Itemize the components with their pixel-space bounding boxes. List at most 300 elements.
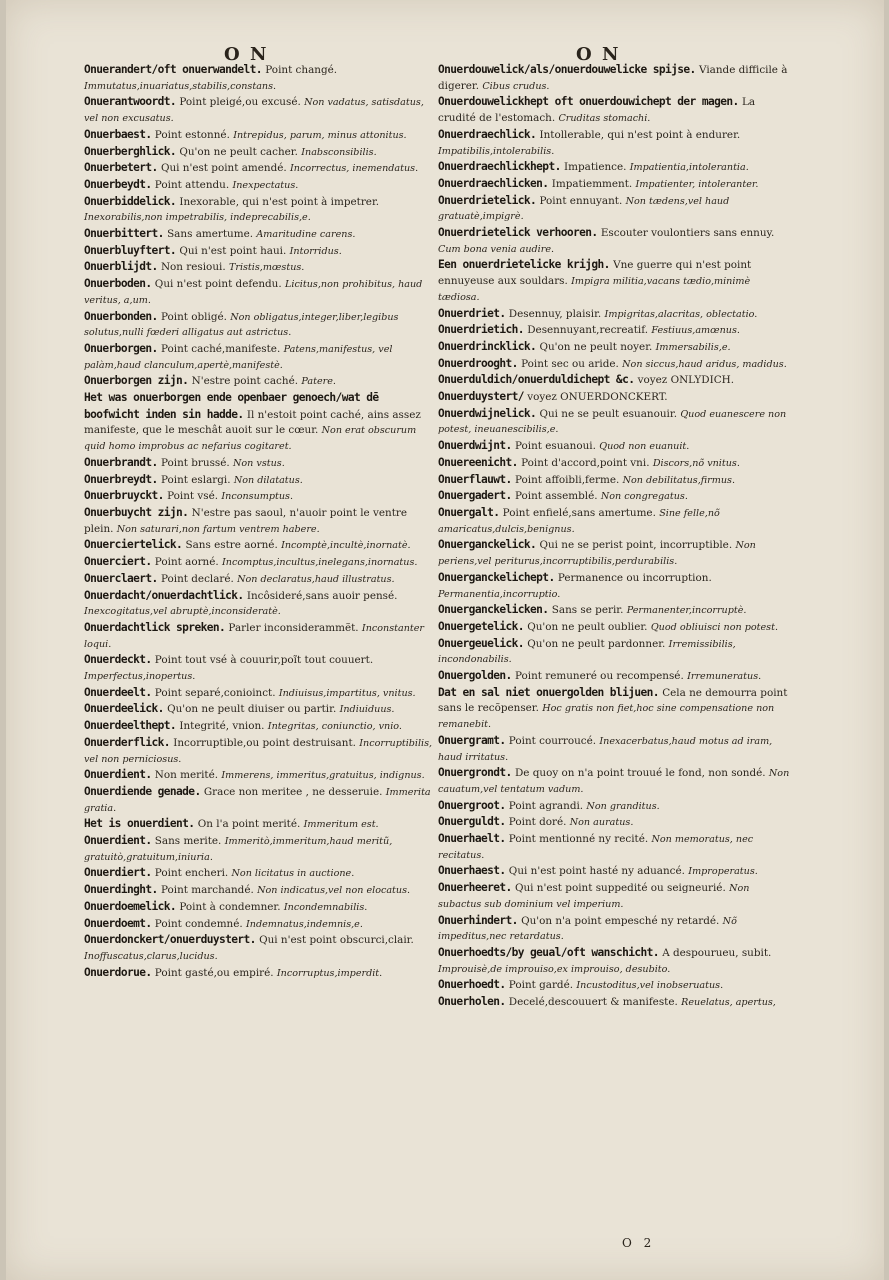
french-gloss: Point d'accord,point vni. bbox=[517, 456, 650, 469]
dictionary-entry bbox=[438, 257, 790, 305]
latin-gloss: Non cauatum,vel tentatum vadum. bbox=[438, 768, 790, 795]
latin-gloss: Incomptè,incultè,inornatè. bbox=[281, 540, 411, 552]
french-gloss: Impatiemment. bbox=[548, 177, 633, 190]
headword: Onuerbeydt. bbox=[84, 177, 152, 191]
headword: Onuerclaert. bbox=[84, 571, 158, 585]
headword: Het is onuerdient. bbox=[84, 817, 195, 831]
dictionary-entry bbox=[438, 472, 790, 489]
dictionary-entry bbox=[438, 570, 790, 602]
french-gloss: Qu'on ne peult cacher. bbox=[176, 145, 298, 158]
headword: Onuergroot. bbox=[438, 798, 506, 812]
dictionary-entry bbox=[438, 945, 790, 977]
headword: Onuerbuycht zijn. bbox=[84, 505, 189, 519]
latin-gloss: Inconstanter loqui. bbox=[84, 622, 424, 650]
french-gloss: Qui ne se perist point, incorruptible. bbox=[536, 539, 733, 552]
dictionary-entry bbox=[84, 571, 436, 588]
latin-gloss: Nõ impeditus,nec retardatus. bbox=[438, 915, 737, 943]
dictionary-entry bbox=[84, 899, 436, 916]
headword: Onuerbrandt. bbox=[84, 455, 158, 469]
headword: Dat en sal niet onuergolden blijuen. bbox=[438, 685, 659, 699]
headword: Onuerdoemt. bbox=[84, 916, 152, 930]
latin-gloss: Immerens, immeritus,gratuitus, indignus. bbox=[221, 770, 425, 782]
latin-gloss: Incorrectus, inemendatus. bbox=[290, 163, 419, 175]
latin-gloss: Impatientia,intolerantia. bbox=[629, 162, 749, 174]
dictionary-entry bbox=[438, 159, 790, 176]
headword: Onuerhindert. bbox=[438, 913, 518, 927]
french-gloss: Point separé,conioinct. bbox=[151, 686, 276, 699]
latin-gloss: Non auratus. bbox=[569, 817, 634, 829]
dictionary-entry bbox=[84, 537, 436, 554]
headword: Onuerdonckert/onuerduystert. bbox=[84, 933, 256, 947]
french-gloss: Point gardé. bbox=[505, 979, 574, 992]
dictionary-entry bbox=[84, 718, 436, 735]
right-column bbox=[438, 62, 790, 1011]
latin-gloss: Patere. bbox=[301, 376, 336, 388]
dictionary-entry bbox=[438, 537, 790, 569]
headword: Onuergramt. bbox=[438, 733, 506, 747]
dictionary-entry bbox=[438, 406, 790, 438]
french-gloss: Point obligé. bbox=[157, 310, 227, 323]
french-gloss: Desennuy, plaisir. bbox=[505, 307, 602, 320]
french-gloss: Intollerable, qui n'est point à endurer. bbox=[536, 128, 741, 141]
latin-gloss: Discors,nõ vnitus. bbox=[652, 457, 740, 469]
french-gloss: Point marchandé. bbox=[157, 884, 254, 897]
dictionary-entry bbox=[84, 833, 436, 865]
headword: Onuerdrincklick. bbox=[438, 339, 537, 353]
headword: Onuerdient. bbox=[84, 768, 152, 782]
headword: Onuerdeckt. bbox=[84, 653, 152, 667]
french-gloss: Non merité. bbox=[151, 769, 219, 782]
latin-gloss: Indiuisus,impartitus, vnitus. bbox=[278, 687, 416, 699]
latin-gloss: Non subactus sub dominium vel imperium. bbox=[438, 883, 750, 910]
dictionary-entry bbox=[84, 226, 436, 243]
headword: Onuerdinght. bbox=[84, 883, 158, 897]
dictionary-entry bbox=[84, 160, 436, 177]
dictionary-entry bbox=[84, 932, 436, 964]
french-gloss: voyez ONUERDONCKERT. bbox=[523, 391, 668, 404]
headword: Onuerdachtlick spreken. bbox=[84, 620, 226, 634]
french-gloss: Il n'estoit point caché, ains assez manifeste, que le meschât auoit sur le cœur. bbox=[84, 408, 421, 437]
headword: Onuerdient. bbox=[84, 834, 152, 848]
french-gloss: Point sec ou aride. bbox=[517, 357, 619, 370]
french-gloss: Inexorable, qui n'est point à impetrer. bbox=[176, 195, 380, 208]
french-gloss: Point assemblé. bbox=[511, 490, 598, 503]
latin-gloss: Reuelatus, apertus, bbox=[681, 997, 776, 1009]
headword: Onuerhoedts/by geual/oft wanschicht. bbox=[438, 945, 659, 959]
french-gloss: Qu'on ne peult noyer. bbox=[536, 340, 653, 353]
headword: Onuerdriet. bbox=[438, 306, 506, 320]
headword: Onuerbluyftert. bbox=[84, 243, 177, 257]
french-gloss: A despourueu, subit. bbox=[658, 946, 772, 959]
dictionary-entry bbox=[438, 814, 790, 831]
dictionary-entry bbox=[84, 243, 436, 260]
latin-gloss: Non indicatus,vel non elocatus. bbox=[257, 885, 411, 897]
headword: Onuerganckelichept. bbox=[438, 570, 555, 584]
dictionary-entry bbox=[84, 488, 436, 505]
french-gloss: De quoy on n'a point trouué le fond, non sondé. bbox=[511, 767, 766, 780]
dictionary-entry bbox=[438, 455, 790, 472]
latin-gloss: Non declaratus,haud illustratus. bbox=[237, 573, 395, 585]
latin-gloss: Indemnatus,indemnis,e. bbox=[246, 918, 363, 930]
latin-gloss: Quod euanescere non potest, ineuanescibilis,e. bbox=[438, 408, 787, 436]
dictionary-entry bbox=[84, 472, 436, 489]
dictionary-entry bbox=[84, 882, 436, 899]
french-gloss: Point caché,manifeste. bbox=[157, 342, 281, 355]
french-gloss: Sans amertume. bbox=[163, 228, 254, 241]
latin-gloss: Hoc gratis non fiet,hoc sine compensatione non remanebit. bbox=[438, 703, 775, 731]
dictionary-entry bbox=[438, 488, 790, 505]
french-gloss: Parler inconsiderammẽt. bbox=[225, 621, 359, 634]
latin-gloss: Cibus crudus. bbox=[482, 80, 550, 92]
latin-gloss: Cum bona venia audire. bbox=[438, 243, 555, 255]
headword: Onuerbetert. bbox=[84, 161, 158, 175]
dictionary-entry bbox=[438, 880, 790, 912]
latin-gloss: Cruditas stomachi. bbox=[558, 113, 651, 125]
latin-gloss: Immersabilis,e. bbox=[655, 341, 731, 353]
headword: Onuergolden. bbox=[438, 669, 512, 683]
french-gloss: Qu'on ne peult pardonner. bbox=[523, 637, 666, 650]
headword: Onuerhoedt. bbox=[438, 978, 506, 992]
headword: Onuerdiende genade. bbox=[84, 784, 201, 798]
headword: Onuerbruyckt. bbox=[84, 489, 164, 503]
french-gloss: Non resioui. bbox=[157, 261, 226, 274]
headword: Onuerdorue. bbox=[84, 965, 152, 979]
latin-gloss: Inexpectatus. bbox=[232, 179, 299, 191]
french-gloss: Qui n'est point hasté ny aduancé. bbox=[505, 865, 685, 878]
headword: Onuerflauwt. bbox=[438, 472, 512, 486]
dictionary-entry bbox=[438, 765, 790, 797]
latin-gloss: Quod non euanuit. bbox=[599, 441, 690, 453]
latin-gloss: Patens,manifestus, vel palàm,haud clanculum,apertè,manifestè. bbox=[84, 343, 393, 371]
dictionary-entry bbox=[438, 636, 790, 668]
french-gloss: Vne guerre qui n'est point ennuyeuse aux souldars. bbox=[438, 259, 752, 288]
headword: Onuerbreydt. bbox=[84, 472, 158, 486]
headword: Onuerdouwelick/als/onuerdouwelicke spijse. bbox=[438, 63, 696, 76]
french-gloss: Point à condemner. bbox=[176, 900, 281, 913]
dictionary-entry bbox=[438, 193, 790, 225]
dictionary-entry bbox=[438, 225, 790, 257]
latin-gloss: Immutatus,inuariatus,stabilis,constans. bbox=[84, 80, 277, 92]
dictionary-entry bbox=[438, 602, 790, 619]
dictionary-entry bbox=[84, 455, 436, 472]
dictionary-entry bbox=[438, 339, 790, 356]
latin-gloss: Incondemnabilis. bbox=[283, 901, 368, 913]
headword: Onuerborgen. bbox=[84, 341, 158, 355]
signature-mark: O 2 bbox=[622, 1236, 656, 1250]
latin-gloss: Tristis,mœstus. bbox=[228, 262, 305, 274]
french-gloss: N'estre pas saoul, n'auoir point le ventre plein. bbox=[84, 506, 407, 535]
french-gloss: Point eslargi. bbox=[157, 473, 231, 486]
latin-gloss: Non memoratus, nec recitatus. bbox=[438, 834, 754, 861]
french-gloss: Sans se perir. bbox=[548, 604, 624, 617]
dictionary-entry bbox=[84, 652, 436, 684]
dictionary-entry bbox=[84, 588, 436, 620]
french-gloss: Qui n'est point obscurci,clair. bbox=[255, 934, 414, 947]
french-gloss: Point remuneré ou recompensé. bbox=[511, 670, 684, 683]
latin-gloss: Incorruptus,imperdit. bbox=[276, 967, 383, 979]
headword: Onuerdraechlick. bbox=[438, 127, 537, 141]
latin-gloss: Intrepidus, parum, minus attonitus. bbox=[233, 129, 407, 141]
dictionary-entry bbox=[84, 94, 436, 126]
dictionary-entry bbox=[438, 389, 790, 406]
dictionary-entry bbox=[84, 701, 436, 718]
dictionary-entry bbox=[84, 620, 436, 652]
headword: Onuerduystert/ bbox=[438, 390, 524, 404]
dictionary-entry bbox=[84, 177, 436, 194]
french-gloss: Point ennuyant. bbox=[536, 194, 623, 207]
headword: Onuerdouwelickhept oft onuerdouwichept der magen. bbox=[438, 95, 739, 109]
latin-gloss: Inexorabilis,non impetrabilis, indeprecabilis,e. bbox=[84, 212, 311, 224]
french-gloss: Point condemné. bbox=[151, 917, 243, 930]
headword: Onuerbiddelick. bbox=[84, 194, 177, 208]
latin-gloss: Irremissibilis, incondonabilis. bbox=[438, 638, 736, 666]
headword: Onuerdoemelick. bbox=[84, 899, 177, 913]
french-gloss: Desennuyant,recreatif. bbox=[523, 324, 649, 337]
french-gloss: voyez ONLYDICH. bbox=[634, 374, 735, 387]
headword: Een onuerdrietelicke krijgh. bbox=[438, 258, 610, 272]
french-gloss: Point encheri. bbox=[151, 867, 229, 880]
french-gloss: On l'a point merité. bbox=[194, 818, 301, 831]
headword: Onuerdrooght. bbox=[438, 356, 518, 370]
dictionary-entry bbox=[438, 176, 790, 193]
latin-gloss: Non licitatus in auctione. bbox=[231, 868, 355, 880]
french-gloss: Point doré. bbox=[505, 816, 567, 829]
french-gloss: Point changé. bbox=[261, 64, 338, 76]
french-gloss: Grace non meritee , ne desseruie. bbox=[200, 785, 383, 798]
french-gloss: Integrité, vnion. bbox=[176, 720, 265, 733]
latin-gloss: Non periens,vel periturus,incorruptibilis,perdurabilis. bbox=[438, 540, 756, 568]
french-gloss: Point affoibli,ferme. bbox=[511, 473, 620, 486]
french-gloss: Point enfielé,sans amertume. bbox=[499, 506, 656, 519]
latin-gloss: Non vadatus, satisdatus, vel non excusatus. bbox=[84, 97, 424, 125]
headword: Onuerdraechlicken. bbox=[438, 176, 549, 190]
headword: Onuerganckelick. bbox=[438, 538, 537, 552]
latin-gloss: Non obligatus,integer,liber,legibus solutus,nulli fœderi alligatus aut astrictus. bbox=[84, 311, 399, 339]
latin-gloss: Impigra militia,vacans tædio,minimè tædiosa. bbox=[438, 276, 751, 303]
dictionary-entry bbox=[84, 865, 436, 882]
headword: Onuerandert/oft onuerwandelt. bbox=[84, 63, 262, 76]
french-gloss: Point estonné. bbox=[151, 128, 230, 141]
dictionary-entry bbox=[84, 505, 436, 537]
dictionary-entry bbox=[438, 798, 790, 815]
latin-gloss: Improperatus. bbox=[688, 866, 758, 878]
dictionary-entry bbox=[84, 341, 436, 373]
headword: Onuerdwijnt. bbox=[438, 439, 512, 453]
headword: Onuerdeelthept. bbox=[84, 719, 177, 733]
latin-gloss: Immerita gratia. bbox=[84, 786, 431, 814]
latin-gloss: Impatienter, intoleranter. bbox=[635, 178, 759, 190]
headword: Onuerheeret. bbox=[438, 881, 512, 895]
latin-gloss: Non vstus. bbox=[233, 457, 285, 469]
latin-gloss: Inexcogitatus,vel abruptè,inconsideratè. bbox=[84, 606, 281, 618]
dictionary-entry bbox=[438, 863, 790, 880]
french-gloss: Qu'on ne peult oublier. bbox=[523, 620, 648, 633]
left-column bbox=[84, 62, 436, 981]
latin-gloss: Non debilitatus,firmus. bbox=[622, 474, 735, 486]
french-gloss: Sans merite. bbox=[151, 835, 222, 848]
latin-gloss: Non dilatatus. bbox=[233, 474, 303, 486]
latin-gloss: Improuisè,de improuiso,ex improuiso, desubito. bbox=[438, 963, 671, 975]
french-gloss: Point mentionné ny recité. bbox=[505, 833, 649, 846]
headword: Onuergeuelick. bbox=[438, 636, 524, 650]
latin-gloss: Incomptus,incultus,inelegans,inornatus. bbox=[222, 557, 418, 569]
french-gloss: Point brussé. bbox=[157, 456, 230, 469]
headword: Onuerdeelt. bbox=[84, 685, 152, 699]
headword: Onuergalt. bbox=[438, 505, 500, 519]
page bbox=[6, 0, 884, 1280]
dictionary-entry bbox=[438, 356, 790, 373]
french-gloss: Point agrandi. bbox=[505, 799, 584, 812]
latin-gloss: Permanentia,incorruptio. bbox=[438, 588, 561, 600]
dictionary-entry bbox=[438, 913, 790, 945]
dictionary-entry bbox=[84, 965, 436, 982]
headword: Onuerdwijnelick. bbox=[438, 406, 537, 420]
french-gloss: Qui n'est point defendu. bbox=[151, 278, 282, 291]
latin-gloss: Non tædens,vel haud gratuatè,impigrè. bbox=[438, 195, 730, 223]
latin-gloss: Integritas, coniunctio, vnio. bbox=[267, 721, 402, 733]
headword: Het was onuerborgen ende openbaer genoech/wat dē boofwicht inden sin hadde. bbox=[84, 391, 379, 421]
headword: Onuerholen. bbox=[438, 995, 506, 1009]
dictionary-entry bbox=[438, 306, 790, 323]
headword: Onuerboden. bbox=[84, 277, 152, 291]
latin-gloss: Quod obliuisci non potest. bbox=[650, 621, 778, 633]
latin-gloss: Permanenter,incorruptè. bbox=[626, 605, 747, 617]
latin-gloss: Festiuus,amœnus. bbox=[651, 325, 740, 337]
french-gloss: Point aorné. bbox=[151, 556, 219, 569]
french-gloss: Incôsideré,sans auoir pensé. bbox=[243, 589, 398, 602]
headword: Onuerblijdt. bbox=[84, 260, 158, 274]
french-gloss: Qui ne se peult esuanouir. bbox=[536, 407, 677, 420]
french-gloss: Point tout vsé à couurir,poĩt tout couuert. bbox=[151, 654, 374, 667]
french-gloss: Qu'on n'a point empesché ny retardé. bbox=[517, 914, 720, 927]
latin-gloss: Non granditus. bbox=[586, 800, 660, 812]
french-gloss: Permanence ou incorruption. bbox=[554, 571, 712, 584]
running-head-left: O N bbox=[224, 44, 269, 65]
headword: Onuerdiert. bbox=[84, 866, 152, 880]
headword: Onuerantwoordt. bbox=[84, 95, 177, 109]
latin-gloss: Impigritas,alacritas, oblectatio. bbox=[604, 308, 758, 320]
headword: Onuerdrietich. bbox=[438, 323, 524, 337]
dictionary-entry bbox=[84, 62, 436, 94]
headword: Onuerbaest. bbox=[84, 127, 152, 141]
running-head-right: O N bbox=[576, 44, 621, 65]
headword: Onuerborgen zijn. bbox=[84, 374, 189, 388]
headword: Onuergetelick. bbox=[438, 619, 524, 633]
headword: Onuerdeelick. bbox=[84, 702, 164, 716]
headword: Onuerganckelicken. bbox=[438, 603, 549, 617]
latin-gloss: Inoffuscatus,clarus,lucidus. bbox=[84, 950, 218, 962]
french-gloss: Escouter voulontiers sans ennuy. bbox=[597, 227, 775, 240]
dictionary-entry bbox=[438, 977, 790, 994]
latin-gloss: Intorridus. bbox=[289, 245, 342, 257]
latin-gloss: Inconsumptus. bbox=[221, 491, 294, 503]
dictionary-entry bbox=[84, 767, 436, 784]
dictionary-entry bbox=[84, 259, 436, 276]
dictionary-entry bbox=[84, 816, 436, 833]
latin-gloss: Incustoditus,vel inobseruatus. bbox=[576, 980, 724, 992]
dictionary-entry bbox=[84, 685, 436, 702]
latin-gloss: Inabsconsibilis. bbox=[301, 146, 377, 158]
headword: Onuerduldich/onuerduldichept &c. bbox=[438, 373, 635, 387]
latin-gloss: Impatibilis,intolerabilis. bbox=[438, 145, 555, 157]
headword: Onuereenicht. bbox=[438, 455, 518, 469]
dictionary-entry bbox=[438, 668, 790, 685]
french-gloss: Qui n'est point suppedité ou seigneurié. bbox=[511, 882, 726, 895]
dictionary-entry bbox=[438, 619, 790, 636]
headword: Onuerhaelt. bbox=[438, 832, 506, 846]
headword: Onuerderflick. bbox=[84, 735, 170, 749]
french-gloss: Point attendu. bbox=[151, 178, 230, 191]
french-gloss: N'estre point caché. bbox=[188, 375, 299, 388]
headword: Onuerdrietelick. bbox=[438, 193, 537, 207]
dictionary-entry bbox=[84, 127, 436, 144]
headword: Onuerdacht/onuerdachtlick. bbox=[84, 588, 244, 602]
headword: Onuerciert. bbox=[84, 555, 152, 569]
dictionary-entry bbox=[84, 144, 436, 161]
french-gloss: Cela ne demourra point sans le recõpenser. bbox=[438, 686, 788, 715]
headword: Onuerhaest. bbox=[438, 864, 506, 878]
dictionary-entry bbox=[438, 322, 790, 339]
latin-gloss: Incorruptibilis, vel non perniciosus. bbox=[84, 737, 433, 765]
french-gloss: Point esuanoui. bbox=[511, 440, 596, 453]
dictionary-entry bbox=[84, 309, 436, 341]
latin-gloss: Amaritudine carens. bbox=[256, 229, 356, 241]
dictionary-entry bbox=[438, 438, 790, 455]
french-gloss: Decelé,descouuert & manifeste. bbox=[505, 996, 678, 1009]
latin-gloss: Indiuiduus. bbox=[339, 704, 395, 716]
french-gloss: Qui n'est point amendé. bbox=[157, 162, 287, 175]
french-gloss: Viande difficile à digerer. bbox=[438, 64, 788, 92]
latin-gloss: Sine felle,nõ amaricatus,dulcis,benignus. bbox=[438, 507, 720, 535]
dictionary-entry bbox=[438, 505, 790, 537]
french-gloss: Point declaré. bbox=[157, 572, 234, 585]
dictionary-entry bbox=[84, 784, 436, 816]
headword: Onuergrondt. bbox=[438, 766, 512, 780]
french-gloss: Qui n'est point haui. bbox=[176, 244, 287, 257]
dictionary-entry bbox=[438, 994, 790, 1011]
latin-gloss: Non congregatus. bbox=[600, 491, 688, 503]
dictionary-entry bbox=[438, 62, 790, 94]
french-gloss: Point gasté,ou empiré. bbox=[151, 966, 274, 979]
latin-gloss: Licitus,non prohibitus, haud veritus, a,um. bbox=[84, 279, 423, 306]
french-gloss: Point courroucé. bbox=[505, 734, 597, 747]
dictionary-entry bbox=[84, 276, 436, 308]
latin-gloss: Imperfectus,inopertus. bbox=[84, 671, 196, 683]
latin-gloss: Immeritò,immeritum,haud meritũ, gratuitò,gratuitum,iniuria. bbox=[84, 836, 393, 863]
french-gloss: Point pleigé,ou excusé. bbox=[176, 96, 301, 109]
headword: Onuerbittert. bbox=[84, 227, 164, 241]
headword: Onuerciertelick. bbox=[84, 538, 183, 552]
french-gloss: Incorruptible,ou point destruisant. bbox=[169, 736, 356, 749]
dictionary-entry bbox=[84, 194, 436, 226]
dictionary-entry bbox=[438, 733, 790, 765]
dictionary-entry bbox=[84, 390, 436, 455]
latin-gloss: Irremuneratus. bbox=[687, 671, 762, 683]
french-gloss: Sans estre aorné. bbox=[182, 539, 278, 552]
dictionary-entry bbox=[438, 831, 790, 863]
latin-gloss: Immeritum est. bbox=[303, 819, 379, 831]
french-gloss: La crudité de l'estomach. bbox=[438, 96, 756, 125]
headword: Onuerberghlick. bbox=[84, 144, 177, 158]
dictionary-entry bbox=[438, 127, 790, 159]
latin-gloss: Non saturari,non fartum ventrem habere. bbox=[116, 523, 320, 535]
latin-gloss: Inexacerbatus,haud motus ad iram, haud irritatus. bbox=[438, 735, 773, 763]
dictionary-entry bbox=[438, 372, 790, 389]
dictionary-entry bbox=[84, 554, 436, 571]
latin-gloss: Non erat obscurum quid homo improbus ac nefarius cogitaret. bbox=[84, 425, 417, 453]
headword: Onuergadert. bbox=[438, 489, 512, 503]
french-gloss: Point vsé. bbox=[163, 490, 219, 503]
